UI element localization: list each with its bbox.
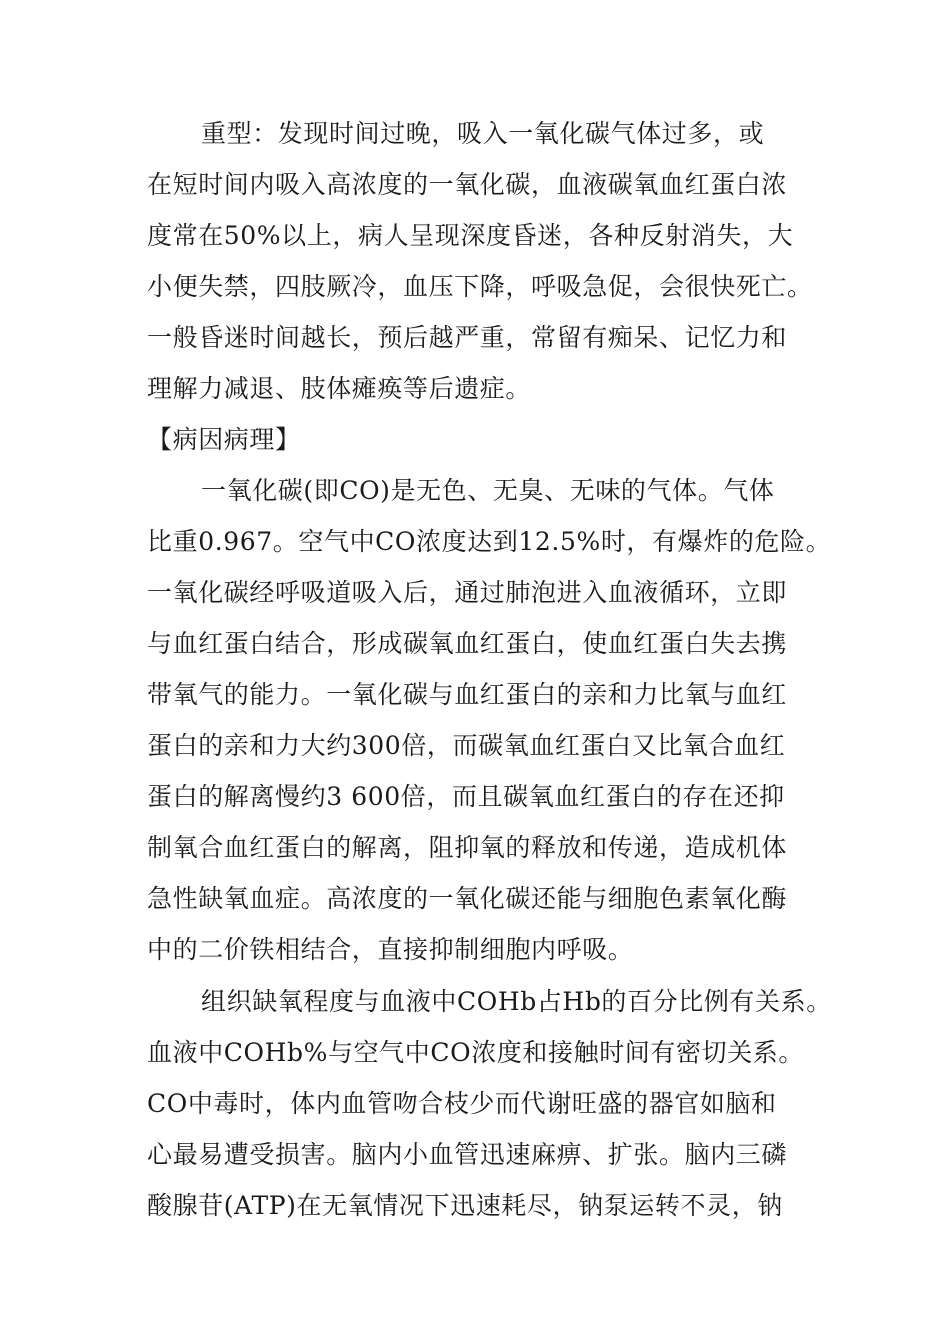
paragraph-line: 蛋白的解离慢约3 600倍，而且碳氧血红蛋白的存在还抑 — [147, 782, 785, 811]
paragraph-line: 一氧化碳(即CO)是无色、无臭、无味的气体。气体 — [201, 476, 775, 505]
section-heading: 【病因病理】 — [147, 425, 301, 454]
paragraph-line: 蛋白的亲和力大约300倍，而碳氧血红蛋白又比氧合血红 — [147, 731, 786, 760]
paragraph-line: 急性缺氧血症。高浓度的一氧化碳还能与细胞色素氧化酶 — [147, 884, 788, 913]
paragraph-line: 重型：发现时间过晚，吸入一氧化碳气体过多，或 — [201, 119, 765, 148]
paragraph-line: 带氧气的能力。一氧化碳与血红蛋白的亲和力比氧与血红 — [147, 680, 788, 709]
paragraph-line: 度常在50%以上，病人呈现深度昏迷，各种反射消失，大 — [147, 221, 794, 250]
paragraph-line: 比重0.967。空气中CO浓度达到12.5%时，有爆炸的危险。 — [147, 527, 832, 556]
paragraph-line: 组织缺氧程度与血液中COHb占Hb的百分比例有关系。 — [201, 987, 832, 1016]
paragraph-line: 中的二价铁相结合，直接抑制细胞内呼吸。 — [147, 935, 634, 964]
paragraph-line: 小便失禁，四肢厥冷，血压下降，呼吸急促，会很快死亡。 — [147, 272, 813, 301]
paragraph-line: 心最易遭受损害。脑内小血管迅速麻痹、扩张。脑内三磷 — [147, 1140, 788, 1169]
paragraph-line: 一氧化碳经呼吸道吸入后，通过肺泡进入血液循环，立即 — [147, 578, 788, 607]
paragraph-line: 与血红蛋白结合，形成碳氧血红蛋白，使血红蛋白失去携 — [147, 629, 788, 658]
paragraph-line: CO中毒时，体内血管吻合枝少而代谢旺盛的器官如脑和 — [147, 1089, 777, 1118]
paragraph-line: 理解力减退、肢体瘫痪等后遗症。 — [147, 374, 532, 403]
paragraph-line: 在短时间内吸入高浓度的一氧化碳，血液碳氧血红蛋白浓 — [147, 170, 788, 199]
paragraph-line: 制氧合血红蛋白的解离，阻抑氧的释放和传递，造成机体 — [147, 833, 788, 862]
paragraph-line: 血液中COHb%与空气中CO浓度和接触时间有密切关系。 — [147, 1038, 805, 1067]
paragraph-line: 一般昏迷时间越长，预后越严重，常留有痴呆、记忆力和 — [147, 323, 788, 352]
paragraph-line: 酸腺苷(ATP)在无氧情况下迅速耗尽，钠泵运转不灵，钠 — [147, 1191, 783, 1220]
